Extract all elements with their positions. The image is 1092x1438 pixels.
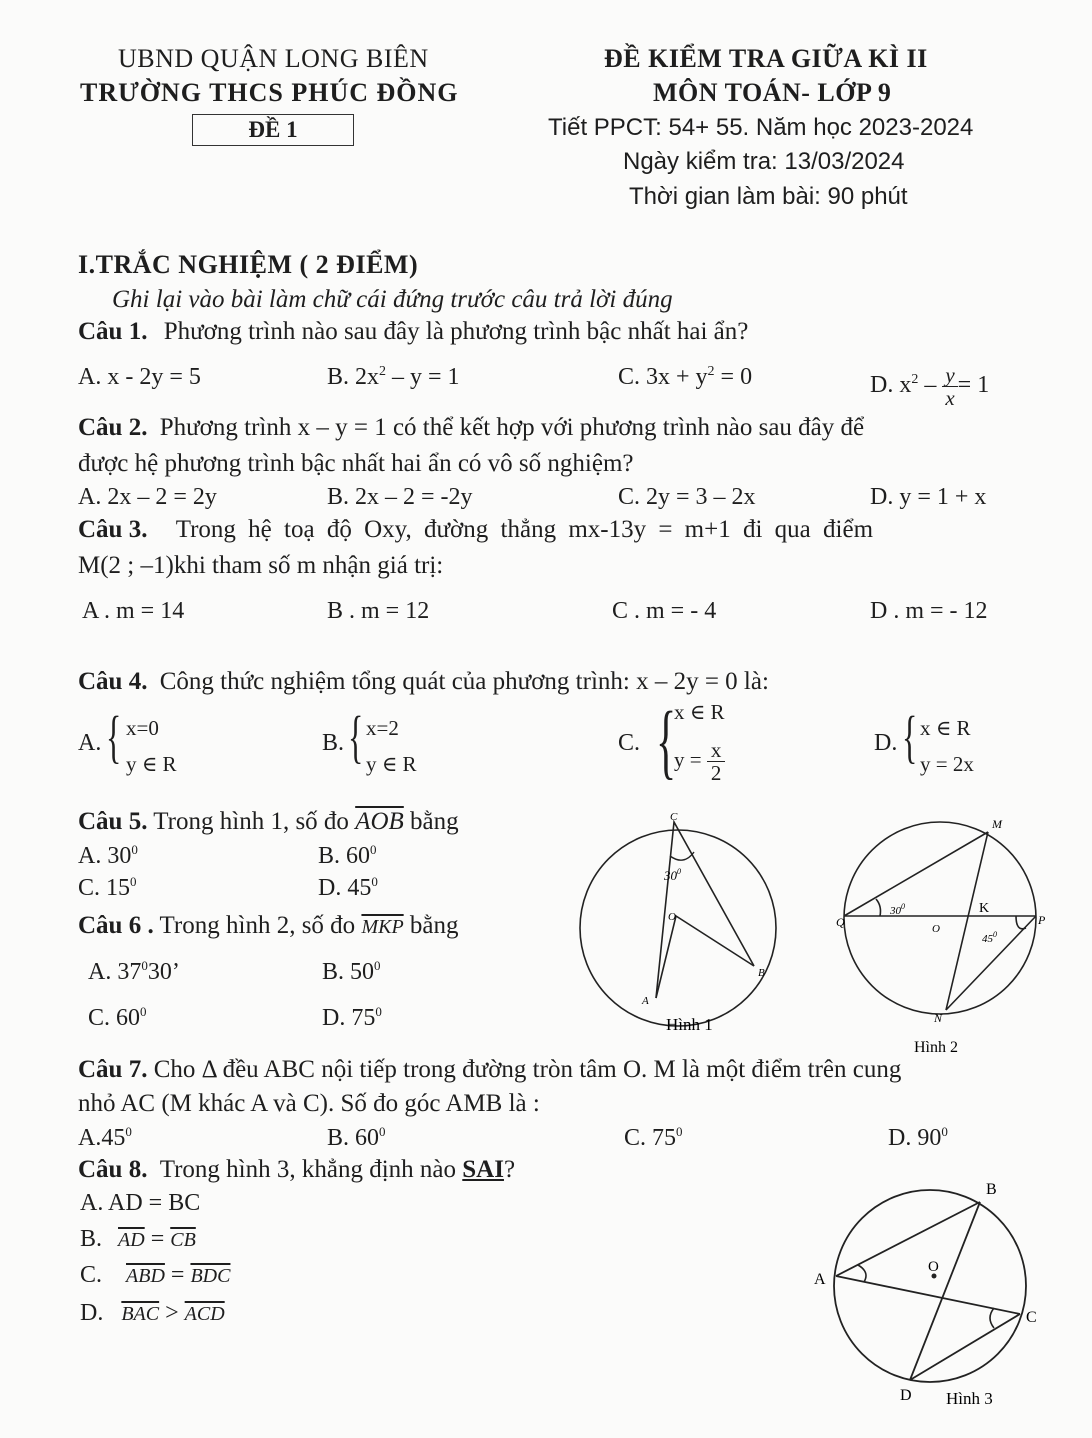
q5-option-d: D. $45^0$ bbox=[318, 874, 378, 901]
q5-option-a: A. $30^0$ bbox=[78, 842, 138, 869]
figure-3 bbox=[806, 1172, 1052, 1412]
q4-text: Công thức nghiệm tổng quát của phương trình: x – 2y = 0 là: bbox=[159, 668, 769, 695]
q7-label: Câu 7. bbox=[78, 1056, 148, 1083]
q4-c-brace: { bbox=[656, 695, 677, 788]
question-1 bbox=[78, 318, 748, 346]
q2-option-d: D. y = 1 + x bbox=[870, 484, 987, 510]
q7-line1: Cho Δ đều ABC nội tiếp trong đường tròn tâm O. M là một điểm trên cung bbox=[153, 1056, 902, 1083]
fig2-label-p: P bbox=[1038, 913, 1046, 927]
fig2-label-o: O bbox=[932, 923, 940, 935]
q3-option-b: B . m = 12 bbox=[327, 598, 430, 624]
q4-d-brace: { bbox=[902, 704, 918, 769]
fig2-label-n: N bbox=[934, 1011, 943, 1025]
q4-option-c: x ∈ R y = $\frac{x}{2}$ bbox=[674, 700, 725, 785]
q4-a-brace: { bbox=[106, 704, 122, 769]
fig2-chord-np bbox=[946, 916, 1036, 1010]
fig2-label-m: M bbox=[992, 817, 1002, 831]
fig2-angle-30: $30^0$ bbox=[890, 902, 905, 917]
question-8: Câu 8. Trong hình 3, khẳng định nào SAI? bbox=[78, 1156, 516, 1183]
exam-code-box bbox=[192, 114, 354, 146]
q3-option-a: A . m = 14 bbox=[82, 598, 185, 624]
exam-date: Ngày kiểm tra: 13/03/2024 bbox=[623, 148, 905, 175]
q1-text: Phương trình nào sau đây là phương trình bậc nhất hai ẩn? bbox=[163, 318, 749, 345]
question-5: Câu 5. Trong hình 1, số đo $\overline{AOB}$ bằng bbox=[78, 808, 459, 835]
fig2-circle bbox=[844, 822, 1036, 1014]
q1-option-c: C. $3x + y^2 = 0$ bbox=[618, 364, 753, 390]
q8-option-c: C. $\overline{ABD} = \overline{BDC}$ bbox=[80, 1262, 231, 1288]
q3-line2: M(2 ; –1)khi tham số m nhận giá trị: bbox=[78, 552, 444, 579]
fig3-caption: Hình 3 bbox=[946, 1389, 993, 1408]
subject-title: MÔN TOÁN- LỚP 9 bbox=[653, 78, 892, 107]
q1-option-d: D. $x^2$ – $\frac{y}{x}$ = 1 bbox=[870, 363, 990, 410]
q7-option-b: B. $60^0$ bbox=[327, 1124, 386, 1151]
question-6: Câu 6 . Trong hình 2, số đo $\overline{MKP}$ bằng bbox=[78, 912, 459, 939]
fig2-chord-qm bbox=[844, 832, 988, 916]
q6-option-c: C. $60^0$ bbox=[88, 1004, 147, 1031]
q3-line1: Trong hệ toạ độ Oxy, đường thẳng mx-13y = m+1 đi qua điểm bbox=[175, 516, 874, 543]
q4-option-a: x=0 y ∈ R bbox=[126, 716, 177, 776]
q4-option-b: x=2 y ∈ R bbox=[366, 716, 417, 776]
q7-option-d: D. $90^0$ bbox=[888, 1124, 948, 1151]
periods-info: Tiết PPCT: 54+ 55. Năm học 2023-2024 bbox=[548, 114, 974, 141]
fig2-label-q: Q bbox=[836, 915, 845, 929]
school-name: TRƯỜNG THCS PHÚC ĐỒNG bbox=[80, 78, 459, 107]
q1-option-b: B. $2x^2 - y = 1$ bbox=[327, 364, 460, 390]
q6-option-d: D. $75^0$ bbox=[322, 1004, 382, 1031]
q4-option-b-label: B. bbox=[322, 730, 345, 756]
fig2-caption: Hình 2 bbox=[914, 1039, 958, 1056]
q6-option-b: B. $50^0$ bbox=[322, 958, 381, 985]
q8-option-a: A. AD = BC bbox=[80, 1190, 201, 1216]
fig1-label-b: B bbox=[758, 967, 765, 979]
fig3-label-c: C bbox=[1026, 1309, 1037, 1326]
question-2 bbox=[78, 414, 864, 442]
q4-option-a-label: A. bbox=[78, 730, 102, 756]
q5-option-c: C. $15^0$ bbox=[78, 874, 137, 901]
fig1-label-c: C bbox=[670, 811, 678, 823]
fig1-lines-cab bbox=[656, 822, 754, 998]
q3-option-d: D . m = - 12 bbox=[870, 598, 988, 624]
q2-option-c: C. 2y = 3 – 2x bbox=[618, 484, 756, 510]
q2-line1: Phương trình x – y = 1 có thể kết hợp với phương trình nào sau đây để bbox=[159, 414, 865, 441]
q4-b-brace: { bbox=[348, 704, 364, 769]
q4-option-d-label: D. bbox=[874, 730, 898, 756]
fig2-angle-30-arc bbox=[876, 899, 881, 916]
fig3-circle bbox=[834, 1190, 1026, 1382]
figure-1 bbox=[578, 808, 778, 1038]
exam-code: ĐỀ 1 bbox=[248, 117, 298, 142]
q5-arc-aob: $\overline{AOB}$ bbox=[355, 808, 404, 835]
q5-label: Câu 5. bbox=[78, 808, 148, 835]
q8-option-b: B. $\overline{AD} = \overline{CB}$ bbox=[80, 1226, 196, 1252]
fig1-label-o: O bbox=[668, 911, 676, 923]
q6-arc-mkp: $\overline{MKP}$ bbox=[361, 916, 404, 938]
q6-label: Câu 6 . bbox=[78, 912, 154, 939]
q4-label: Câu 4. bbox=[78, 668, 148, 695]
q4-option-d: x ∈ R y = 2x bbox=[920, 716, 974, 776]
q7-option-c: C. $75^0$ bbox=[624, 1124, 683, 1151]
q3-label: Câu 3. bbox=[78, 516, 148, 543]
q7-option-a: $A.45^0$ bbox=[78, 1124, 132, 1151]
q3-option-c: C . m = - 4 bbox=[612, 598, 717, 624]
q1-option-a: A. x - 2y = 5 bbox=[78, 364, 201, 390]
fig3-angle-a-arc bbox=[858, 1265, 866, 1282]
fig3-chord-ab bbox=[836, 1202, 980, 1276]
q2-line2: được hệ phương trình bậc nhất hai ẩn có vô số nghiệm? bbox=[78, 450, 634, 477]
q6-option-a: A. $37^030$’ bbox=[88, 958, 180, 985]
district-name: UBND QUẬN LONG BIÊN bbox=[118, 44, 429, 73]
fig3-label-a: A bbox=[814, 1271, 826, 1288]
q8-sai: SAI bbox=[462, 1156, 504, 1183]
fig1-caption: Hình 1 bbox=[666, 1015, 713, 1034]
q2-label: Câu 2. bbox=[78, 414, 148, 441]
fig2-chord-mn bbox=[946, 832, 988, 1010]
question-7 bbox=[78, 1056, 901, 1084]
q8-label: Câu 8. bbox=[78, 1156, 148, 1183]
q2-option-a: A. 2x – 2 = 2y bbox=[78, 484, 217, 510]
section-title: I.TRẮC NGHIỆM ( 2 ĐIỂM) bbox=[78, 250, 419, 279]
fig3-label-o: O bbox=[928, 1259, 939, 1275]
q5-option-b: B. $60^0$ bbox=[318, 842, 377, 869]
question-3 bbox=[78, 516, 873, 544]
q7-line2: nhỏ AC (M khác A và C). Số đo góc AMB là : bbox=[78, 1090, 540, 1117]
q8-option-d: D. $\overline{BAC} > \overline{ACD}$ bbox=[80, 1300, 225, 1326]
section-instruction: Ghi lại vào bài làm chữ cái đứng trước câu trả lời đúng bbox=[112, 286, 673, 313]
fig1-lines-aob bbox=[656, 916, 754, 998]
fig3-label-d: D bbox=[900, 1387, 912, 1404]
fig3-label-b: B bbox=[986, 1181, 997, 1198]
exam-duration: Thời gian làm bài: 90 phút bbox=[629, 183, 908, 210]
fig1-angle-arc bbox=[670, 852, 694, 860]
q1-label: Câu 1. bbox=[78, 318, 148, 345]
q2-option-b: B. 2x – 2 = -2y bbox=[327, 484, 473, 510]
figure-2 bbox=[836, 816, 1052, 1058]
question-4 bbox=[78, 668, 769, 696]
fig2-label-k: K bbox=[979, 901, 990, 916]
fig2-angle-45: $45^0$ bbox=[982, 930, 997, 945]
fig3-chord-bd bbox=[910, 1202, 980, 1380]
q4-option-c-label: C. bbox=[618, 730, 641, 756]
exam-title: ĐỀ KIỂM TRA GIỮA KÌ II bbox=[604, 44, 928, 73]
fig1-label-a: A bbox=[642, 995, 649, 1007]
fig1-angle-label: $30^0$ bbox=[664, 867, 681, 883]
fig3-angle-c-arc bbox=[990, 1308, 994, 1328]
